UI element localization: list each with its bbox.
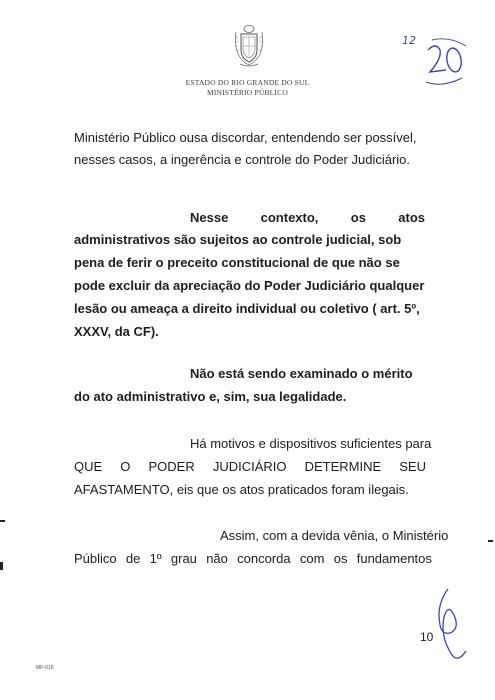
word: O — [120, 459, 131, 474]
paragraph-4-line-3-rest: , eis que os atos praticados foram ilegais. — [169, 482, 409, 497]
word: grau — [170, 551, 197, 566]
word: SEU — [399, 459, 426, 474]
word: QUE — [74, 459, 103, 474]
word: os — [333, 551, 348, 566]
scan-mark — [488, 540, 493, 542]
paragraph-2-line-1 — [190, 210, 425, 226]
paragraph-5-line-1: Assim, com a devida vênia, o Ministério — [220, 528, 449, 543]
paragraph-4-line-1: Há motivos e dispositivos suficientes para — [190, 436, 432, 451]
word: fundamentos — [356, 551, 432, 566]
form-code: MP-016 — [36, 665, 54, 671]
paragraph-2-line-3: pena de ferir o preceito constitucional de que não se — [74, 255, 400, 270]
handwritten-signature — [426, 585, 474, 665]
word: 1º — [149, 551, 162, 566]
word: não — [206, 551, 228, 566]
word: DETERMINE — [304, 459, 382, 474]
paragraph-2-line-6: XXXV, da CF). — [74, 324, 159, 339]
word: Nesse — [190, 210, 229, 225]
header-institution: MINISTÉRIO PÚBLICO — [207, 88, 288, 97]
word: atos — [398, 210, 425, 225]
folio-annotation-small: 12 — [402, 34, 416, 47]
paragraph-1-line-1: Ministério Público ousa discordar, entendendo ser possível, — [74, 130, 417, 145]
word: concorda — [237, 551, 291, 566]
paragraph-3-line-2: do ato administrativo e, sim, sua legalidade. — [74, 389, 347, 404]
scan-mark — [0, 520, 5, 522]
page-number: 10 — [420, 630, 434, 644]
word: JUDICIÁRIO — [212, 459, 287, 474]
paragraph-1-line-2: nesses casos, a ingerência e controle do Poder Judiciário. — [74, 152, 411, 167]
paragraph-2-line-4: pode excluir da apreciação do Poder Judiciário qualquer — [74, 278, 425, 293]
paragraph-4-line-2 — [74, 459, 426, 475]
paragraph-3-line-1: Não está sendo examinado o mérito — [190, 366, 413, 381]
paragraph-5-line-2 — [74, 551, 432, 567]
word: de — [125, 551, 141, 566]
scan-mark — [0, 562, 3, 570]
paragraph-4-line-3 — [74, 482, 409, 498]
word: os — [350, 210, 366, 225]
header-state-name: ESTADO DO RIO GRANDE DO SUL — [185, 78, 310, 87]
word: contexto, — [260, 210, 319, 225]
folio-handwritten-number — [422, 38, 472, 96]
word: PODER — [148, 459, 195, 474]
paragraph-2-line-5: lesão ou ameaça a direito individual ou coletivo ( art. 5º, — [74, 301, 420, 316]
state-coat-of-arms-icon — [232, 24, 266, 68]
word: Público — [74, 551, 117, 566]
word: com — [299, 551, 325, 566]
afastamento-word: AFASTAMENTO — [74, 482, 170, 497]
paragraph-2-line-2: administrativos são sujeitos ao controle judicial, sob — [74, 232, 402, 247]
